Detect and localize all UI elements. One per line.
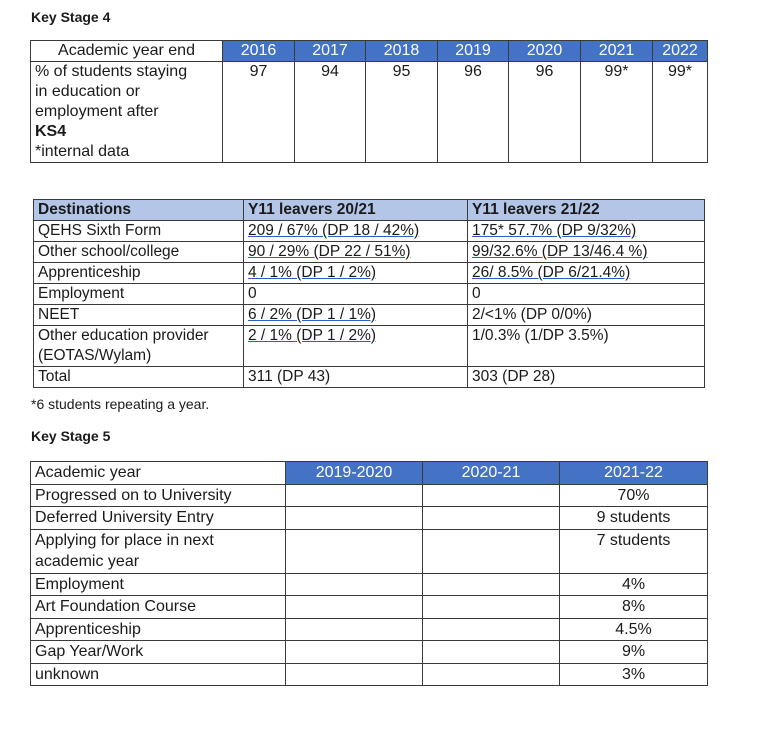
ks4-row-label-line: in education or bbox=[35, 83, 140, 100]
destination-label: Total bbox=[34, 367, 244, 388]
ks5-header: Academic year bbox=[31, 462, 286, 485]
destination-value-2122: 175* 57.7% (DP 9/32%) bbox=[468, 221, 705, 242]
ks5-value: 9% bbox=[560, 641, 708, 664]
ks4-year: 2021 bbox=[581, 41, 653, 62]
ks5-row-label: Art Foundation Course bbox=[31, 596, 286, 619]
destination-value-2021: 311 (DP 43) bbox=[244, 367, 468, 388]
ks5-row-label: Progressed on to University bbox=[31, 484, 286, 507]
destinations-table bbox=[33, 199, 705, 388]
ks4-value: 95 bbox=[366, 62, 438, 163]
ks4-header-row bbox=[31, 41, 708, 62]
ks4-data-row bbox=[31, 62, 708, 163]
table-row bbox=[31, 573, 708, 596]
ks5-value bbox=[286, 663, 423, 686]
ks4-year: 2022 bbox=[653, 41, 708, 62]
destination-value-2021: 6 / 2% (DP 1 / 1%) bbox=[244, 305, 468, 326]
ks4-row-label-line: employment after bbox=[35, 103, 159, 120]
ks5-header-row bbox=[31, 462, 708, 485]
ks5-value bbox=[286, 529, 423, 573]
destination-value-2122: 2/<1% (DP 0/0%) bbox=[468, 305, 705, 326]
ks4-row-label-note: *internal data bbox=[35, 143, 130, 160]
ks4-heading: Key Stage 4 bbox=[31, 9, 111, 25]
destination-value-2122: 26/ 8.5% (DP 6/21.4%) bbox=[468, 263, 705, 284]
destinations-header-row bbox=[34, 200, 705, 221]
ks5-value bbox=[286, 641, 423, 664]
destinations-header: Destinations bbox=[34, 200, 244, 221]
ks5-value: 3% bbox=[560, 663, 708, 686]
ks4-year: 2019 bbox=[438, 41, 509, 62]
table-row bbox=[31, 618, 708, 641]
table-row bbox=[34, 263, 705, 284]
ks5-value bbox=[423, 618, 560, 641]
ks5-value: 8% bbox=[560, 596, 708, 619]
destination-label: Employment bbox=[34, 284, 244, 305]
ks5-value: 70% bbox=[560, 484, 708, 507]
destination-label: Apprenticeship bbox=[34, 263, 244, 284]
ks5-heading: Key Stage 5 bbox=[31, 428, 111, 444]
ks5-value bbox=[423, 641, 560, 664]
destination-value-2122: 0 bbox=[468, 284, 705, 305]
ks5-value: 4.5% bbox=[560, 618, 708, 641]
destinations-header: Y11 leavers 20/21 bbox=[244, 200, 468, 221]
table-row bbox=[34, 326, 705, 367]
ks5-value bbox=[286, 618, 423, 641]
ks5-value bbox=[423, 529, 560, 573]
ks5-table bbox=[30, 461, 708, 686]
destination-label: QEHS Sixth Form bbox=[34, 221, 244, 242]
ks5-row-label: Employment bbox=[31, 573, 286, 596]
ks4-row-label-bold: KS4 bbox=[35, 123, 67, 140]
destinations-footnote: *6 students repeating a year. bbox=[31, 396, 210, 412]
destination-value-2122: 1/0.3% (1/DP 3.5%) bbox=[468, 326, 705, 367]
ks5-value bbox=[286, 484, 423, 507]
ks4-value: 94 bbox=[295, 62, 366, 163]
ks5-value bbox=[286, 596, 423, 619]
ks4-value: 99* bbox=[653, 62, 708, 163]
table-row bbox=[31, 484, 708, 507]
destination-value-2021: 4 / 1% (DP 1 / 2%) bbox=[244, 263, 468, 284]
ks4-table bbox=[30, 40, 708, 163]
ks4-year: 2020 bbox=[509, 41, 581, 62]
ks4-col-header: Academic year end bbox=[31, 41, 223, 62]
destinations-header: Y11 leavers 21/22 bbox=[468, 200, 705, 221]
ks5-row-label: unknown bbox=[31, 663, 286, 686]
destination-label: NEET bbox=[34, 305, 244, 326]
ks5-header: 2021-22 bbox=[560, 462, 708, 485]
ks5-row-label: Gap Year/Work bbox=[31, 641, 286, 664]
ks5-value: 9 students bbox=[560, 507, 708, 530]
destination-label: Other education provider (EOTAS/Wylam) bbox=[34, 326, 244, 367]
ks5-value bbox=[423, 596, 560, 619]
table-row bbox=[34, 367, 705, 388]
ks5-row-label: Applying for place in next academic year bbox=[31, 529, 286, 573]
ks4-row-label bbox=[31, 62, 223, 163]
table-row bbox=[34, 284, 705, 305]
destination-value-2021: 2 / 1% (DP 1 / 2%) bbox=[244, 326, 468, 367]
destination-label: Other school/college bbox=[34, 242, 244, 263]
ks5-header: 2019-2020 bbox=[286, 462, 423, 485]
ks5-value bbox=[423, 573, 560, 596]
destination-value-2021: 0 bbox=[244, 284, 468, 305]
ks5-row-label: Apprenticeship bbox=[31, 618, 286, 641]
table-row bbox=[31, 641, 708, 664]
table-row bbox=[31, 529, 708, 573]
ks5-value bbox=[286, 573, 423, 596]
table-row bbox=[34, 242, 705, 263]
ks5-value: 7 students bbox=[560, 529, 708, 573]
ks5-header: 2020-21 bbox=[423, 462, 560, 485]
table-row bbox=[31, 596, 708, 619]
destination-value-2021: 90 / 29% (DP 22 / 51%) bbox=[244, 242, 468, 263]
table-row bbox=[34, 305, 705, 326]
ks4-year: 2018 bbox=[366, 41, 438, 62]
ks5-value bbox=[423, 663, 560, 686]
ks4-value: 96 bbox=[509, 62, 581, 163]
ks4-year: 2017 bbox=[295, 41, 366, 62]
ks5-value bbox=[423, 484, 560, 507]
ks5-row-label: Deferred University Entry bbox=[31, 507, 286, 530]
destination-value-2122: 99/32.6% (DP 13/46.4 %) bbox=[468, 242, 705, 263]
ks4-row-label-line: % of students staying bbox=[35, 63, 188, 80]
ks5-value bbox=[423, 507, 560, 530]
table-row bbox=[31, 663, 708, 686]
destination-value-2021: 209 / 67% (DP 18 / 42%) bbox=[244, 221, 468, 242]
table-row bbox=[34, 221, 705, 242]
ks4-value: 97 bbox=[223, 62, 295, 163]
ks5-value bbox=[286, 507, 423, 530]
ks4-value: 96 bbox=[438, 62, 509, 163]
ks4-value: 99* bbox=[581, 62, 653, 163]
ks4-year: 2016 bbox=[223, 41, 295, 62]
table-row bbox=[31, 507, 708, 530]
destination-value-2122: 303 (DP 28) bbox=[468, 367, 705, 388]
ks5-value: 4% bbox=[560, 573, 708, 596]
